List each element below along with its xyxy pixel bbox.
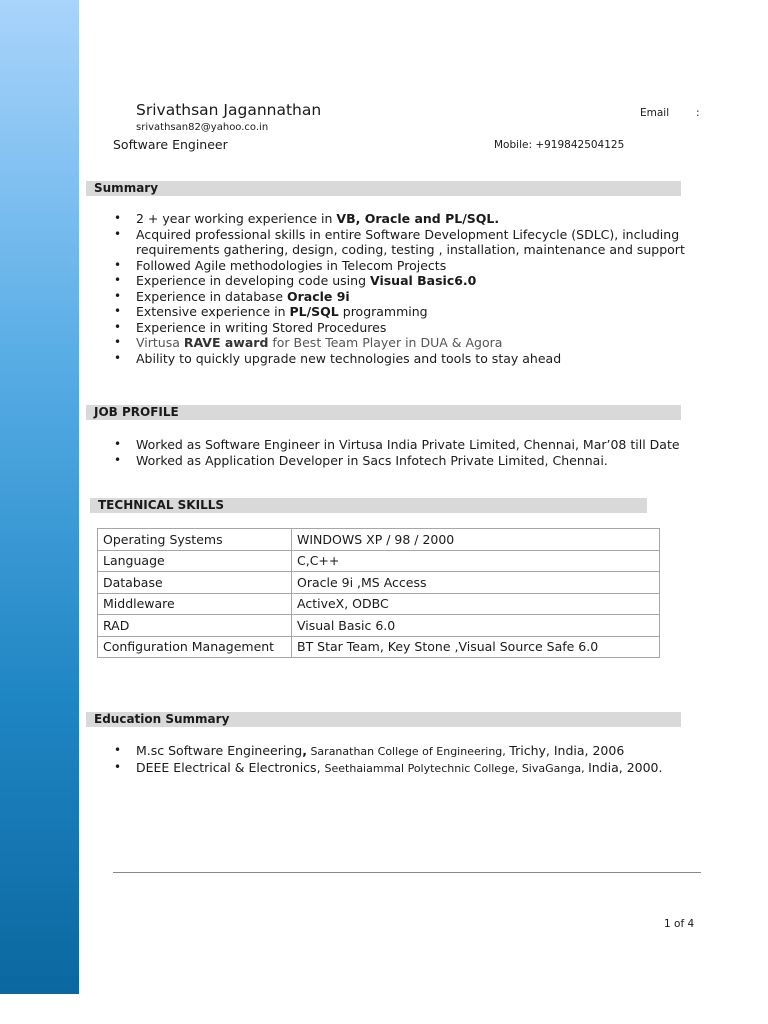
list-item: [114, 273, 706, 289]
table-row: [98, 593, 660, 615]
bullet-icon: •: [114, 226, 122, 241]
item-text: Followed Agile methodologies in Telecom Projects: [136, 257, 447, 273]
list-item: [114, 452, 706, 469]
list-item: [114, 743, 736, 760]
bullet-icon: •: [114, 288, 122, 303]
section-heading-technical-skills: TECHNICAL SKILLS: [90, 498, 647, 513]
table-row: [98, 529, 660, 551]
bullet-icon: •: [114, 759, 122, 774]
skill-value: BT Star Team, Key Stone ,Visual Source Safe 6.0: [292, 636, 660, 658]
skill-category: Database: [98, 572, 292, 594]
item-text: 2 + year working experience in: [136, 211, 337, 226]
item-text: Ability to quickly upgrade new technologies and tools to stay ahead: [136, 350, 562, 366]
bullet-icon: •: [114, 350, 122, 365]
item-text: for Best Team Player in DUA & Agora: [268, 335, 503, 350]
table-row: [98, 615, 660, 637]
section-heading-job-profile: JOB PROFILE: [86, 405, 681, 420]
item-bold-text: Oracle 9i: [286, 288, 350, 304]
bullet-icon: •: [114, 335, 122, 349]
job-title: Software Engineer: [113, 137, 228, 152]
list-item: [114, 335, 706, 351]
item-bold-text: PL/SQL: [289, 304, 339, 319]
skill-value: Visual Basic 6.0: [292, 615, 660, 637]
item-text: Experience in database: [136, 288, 287, 304]
footer-divider: [113, 872, 701, 873]
list-item: [114, 288, 706, 305]
institution-text: Seethaiammal Polytechnic College, SivaGanga,: [324, 761, 589, 775]
summary-list: [114, 211, 706, 366]
item-text: Worked as Software Engineer in Virtusa India Private Limited, Chennai, Mar’08 till Date: [136, 437, 680, 452]
item-text: Experience in writing Stored Procedures: [136, 319, 387, 335]
degree-text: M.sc Software Engineering: [136, 743, 303, 758]
section-heading-summary: Summary: [86, 181, 681, 196]
location-year-text: Trichy, India, 2006: [509, 743, 625, 758]
candidate-name: Srivathsan Jagannathan: [136, 101, 322, 119]
location-year-text: India, 2000.: [588, 759, 663, 775]
item-text: Acquired professional skills in entire Software Development Lifecycle (SDLC), including requirements gathering, design, coding, testing , installation, maintenance and support: [136, 226, 685, 257]
item-bold-text: Visual Basic6.0: [369, 273, 477, 288]
section-heading-education: Education Summary: [86, 712, 681, 727]
list-item: [114, 437, 706, 453]
bullet-icon: •: [114, 273, 122, 287]
skill-category: RAD: [98, 615, 292, 637]
list-item: [114, 257, 706, 274]
item-bold-text: VB, Oracle and PL/SQL.: [336, 211, 500, 226]
list-item: [114, 226, 706, 258]
sidebar-gradient: [0, 0, 79, 994]
skill-category: Operating Systems: [98, 529, 292, 551]
skill-value: C,C++: [292, 550, 660, 572]
item-bold-text: RAVE award: [183, 335, 269, 350]
mobile-number: Mobile: +919842504125: [494, 139, 625, 151]
skill-category: Language: [98, 550, 292, 572]
email-label: Email: [640, 107, 670, 119]
job-profile-list: [114, 437, 706, 468]
bullet-icon: •: [114, 257, 122, 272]
degree-text: DEEE Electrical & Electronics,: [136, 759, 325, 775]
skill-value: ActiveX, ODBC: [292, 593, 660, 615]
skills-table: [97, 528, 660, 658]
email-colon: :: [696, 107, 700, 119]
table-row: [98, 550, 660, 572]
bullet-icon: •: [114, 437, 122, 451]
bullet-icon: •: [114, 743, 122, 757]
skill-value: Oracle 9i ,MS Access: [292, 572, 660, 594]
list-item: [114, 304, 706, 320]
item-text: Worked as Application Developer in Sacs Infotech Private Limited, Chennai.: [136, 452, 608, 468]
item-text: Extensive experience in: [136, 304, 290, 319]
item-text: programming: [338, 304, 428, 319]
list-item: [114, 319, 706, 336]
skill-category: Configuration Management: [98, 636, 292, 658]
education-list: [114, 743, 736, 776]
bullet-icon: •: [114, 452, 122, 467]
table-row: [98, 572, 660, 594]
bullet-icon: •: [114, 211, 122, 225]
skill-category: Middleware: [98, 593, 292, 615]
bullet-icon: •: [114, 304, 122, 318]
item-text: Virtusa: [136, 335, 184, 350]
degree-comma: ,: [302, 743, 307, 758]
skill-value: WINDOWS XP / 98 / 2000: [292, 529, 660, 551]
table-row: [98, 636, 660, 658]
institution-text: Saranathan College of Engineering,: [306, 745, 510, 758]
bullet-icon: •: [114, 319, 122, 334]
list-item: [114, 211, 706, 227]
list-item: [114, 350, 706, 367]
item-text: Experience in developing code using: [136, 273, 370, 288]
page-number: 1 of 4: [664, 918, 695, 930]
list-item: [114, 759, 736, 777]
email-address: srivathsan82@yahoo.co.in: [136, 122, 269, 133]
